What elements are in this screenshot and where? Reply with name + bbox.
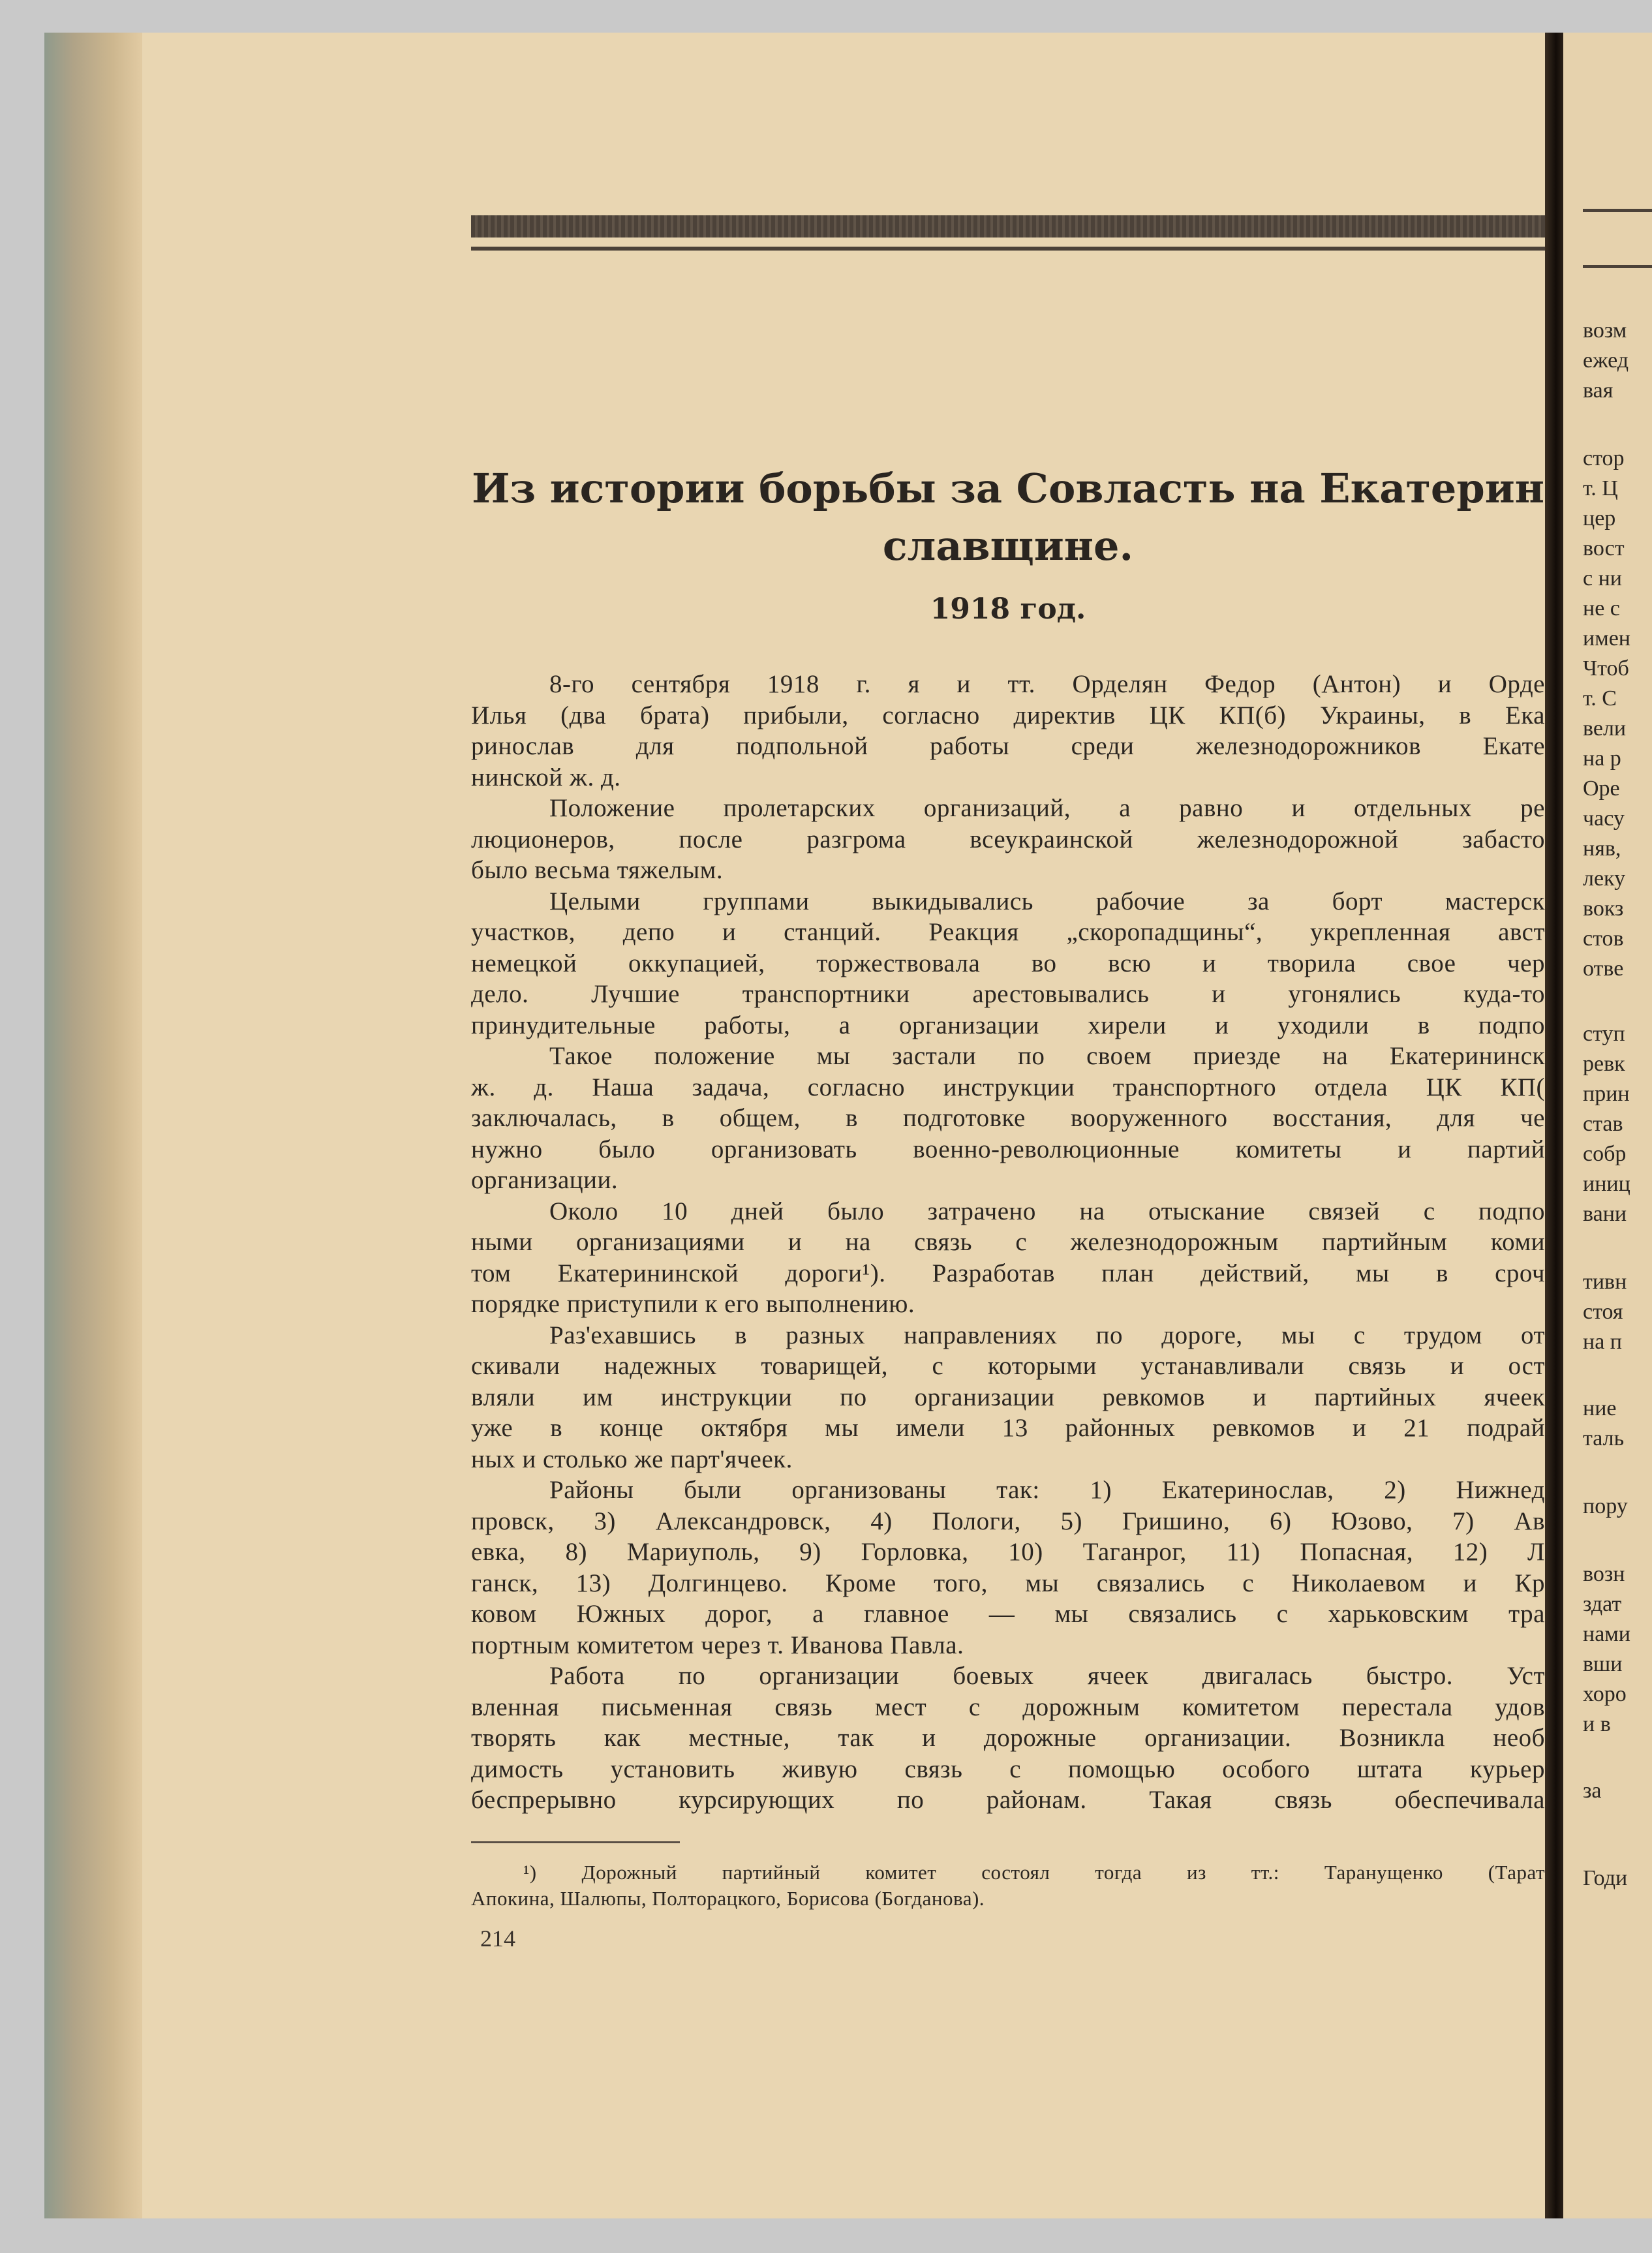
- right-page-line-fragment: имен: [1583, 626, 1630, 651]
- right-page-line-fragment: вели: [1583, 716, 1627, 741]
- body-text-line: Целыми группами выкидывались рабочие за борт мастерск: [549, 887, 1545, 915]
- body-text-line: 8-го сентября 1918 г. я и тт. Орделян Федор (Антон) и Орде: [549, 670, 1545, 698]
- body-text-line: ных и столько же парт'ячеек.: [471, 1445, 793, 1473]
- body-text-line: заключалась, в общем, в подготовке вооруженного восстания, для че: [471, 1104, 1545, 1132]
- right-page-line-fragment: пору: [1583, 1494, 1628, 1518]
- body-text-line: было весьма тяжелым.: [471, 856, 724, 884]
- body-text-line: димость установить живую связь с помощью особого штата курьер: [471, 1755, 1545, 1783]
- article-title: [471, 460, 1545, 575]
- right-page-line-fragment: вокз: [1583, 897, 1624, 921]
- right-page-line-fragment: стов: [1583, 927, 1624, 951]
- right-page-line-fragment: ревк: [1583, 1052, 1625, 1076]
- body-text-line: Районы были организованы так: 1) Екатеринослав, 2) Нижнед: [549, 1476, 1545, 1504]
- body-text-line: ринослав для подпольной работы среди железнодорожников Екате: [471, 732, 1545, 760]
- right-page-line-fragment: возм: [1583, 318, 1627, 343]
- right-page-line-fragment: ступ: [1583, 1022, 1625, 1046]
- article-title-line-1: Из истории борьбы за Совласть на Екатерин: [471, 465, 1545, 512]
- body-text-line: провск, 3) Александровск, 4) Пологи, 5) Гришино, 6) Юзово, 7) Ав: [471, 1507, 1545, 1535]
- right-page-line-fragment: няв,: [1583, 836, 1621, 861]
- footnote-line: Апокина, Шалюпы, Полторацкого, Борисова (Богданова).: [471, 1887, 985, 1910]
- right-page-line-fragment: т. С: [1583, 686, 1617, 711]
- body-text-line: вляли им инструкции по организации ревкомов и партийных ячеек: [471, 1383, 1545, 1411]
- right-page-line-fragment: ние: [1583, 1396, 1617, 1420]
- body-text-line: евка, 8) Мариуполь, 9) Горловка, 10) Таганрог, 11) Попасная, 12) Л: [471, 1538, 1545, 1566]
- body-text-line: ными организациями и на связь с железнодорожным партийным коми: [471, 1228, 1545, 1256]
- right-page-line-fragment: возн: [1583, 1562, 1625, 1586]
- footnote-rule: [471, 1841, 680, 1843]
- body-text-line: люционеров, после разгрома всеукраинской железнодорожной забасто: [471, 825, 1545, 853]
- body-text-line: уже в конце октября мы имели 13 районных ревкомов и 21 подрай: [471, 1414, 1545, 1442]
- body-text-line: участков, депо и станций. Реакция „скоропадщины“, укрепленная авст: [471, 918, 1545, 946]
- footnote-line: ¹) Дорожный партийный комитет состоял тогда из тт.: Таранущенко (Тарат: [523, 1861, 1545, 1884]
- body-text-line: ганск, 13) Долгинцево. Кроме того, мы связались с Николаевом и Кр: [471, 1569, 1545, 1597]
- body-text-line: нужно было организовать военно-революционные комитеты и партий: [471, 1135, 1545, 1163]
- header-rule-thick: [471, 215, 1545, 238]
- right-page-line-fragment: на п: [1583, 1330, 1622, 1354]
- body-text-line: Работа по организации боевых ячеек двигалась быстро. Уст: [549, 1662, 1545, 1690]
- body-text-line: принудительные работы, а организации хирели и уходили в подпо: [471, 1011, 1545, 1039]
- right-page-line-fragment: стор: [1583, 446, 1625, 470]
- right-page-line-fragment: вани: [1583, 1202, 1627, 1226]
- footnote: [471, 1860, 1545, 1912]
- body-text-line: Около 10 дней было затрачено на отыскание связей с подпо: [549, 1197, 1545, 1225]
- right-page-line-fragment: отве: [1583, 957, 1624, 981]
- scanned-book-spread: [44, 33, 1652, 2218]
- right-page-line-fragment: собр: [1583, 1142, 1627, 1166]
- body-text-line: вленная письменная связь мест с дорожным комитетом перестала удов: [471, 1693, 1545, 1721]
- right-page-rule-bottom: [1583, 265, 1652, 268]
- body-text-line: портным комитетом через т. Иванова Павла.: [471, 1631, 964, 1659]
- body-text-line: немецкой оккупацией, торжествовала во всю и творила свое чер: [471, 949, 1545, 977]
- article-subtitle-year: 1918 год.: [930, 592, 1086, 626]
- book-gutter-shadow: [1545, 33, 1563, 2218]
- body-text-line: Раз'ехавшись в разных направлениях по дороге, мы с трудом от: [549, 1321, 1545, 1349]
- right-page-line-fragment: прин: [1583, 1082, 1630, 1106]
- body-text-line: порядке приступили к его выполнению.: [471, 1290, 915, 1318]
- right-page-line-fragment: став: [1583, 1112, 1623, 1136]
- page-number: 214: [480, 1925, 515, 1952]
- body-text-line: ковом Южных дорог, а главное — мы связались с харьковским тра: [471, 1600, 1545, 1628]
- book-spine-edge: [44, 33, 142, 2218]
- right-page-line-fragment: здат: [1583, 1592, 1622, 1616]
- right-page-line-fragment: таль: [1583, 1426, 1625, 1450]
- right-page-line-fragment: не с: [1583, 596, 1620, 621]
- right-page-line-fragment: цер: [1583, 506, 1616, 530]
- right-page-line-fragment: Оре: [1583, 776, 1620, 801]
- right-page-line-fragment: на р: [1583, 746, 1621, 771]
- right-page-line-fragment: за: [1583, 1779, 1602, 1803]
- right-page-line-fragment: и в: [1583, 1712, 1611, 1736]
- right-page-line-fragment: т. Ц: [1583, 476, 1618, 500]
- right-page-line-fragment: вост: [1583, 536, 1625, 560]
- right-page-line-fragment: стоя: [1583, 1300, 1623, 1324]
- right-page-line-fragment: с ни: [1583, 566, 1622, 590]
- article-title-line-2: славщине.: [882, 522, 1134, 570]
- body-text-line: дело. Лучшие транспортники арестовывались и угонялись куда-то: [471, 980, 1545, 1008]
- body-text-line: творять как местные, так и дорожные организации. Возникла необ: [471, 1724, 1545, 1752]
- right-page-line-fragment: часу: [1583, 806, 1625, 831]
- right-page-line-fragment: хоро: [1583, 1682, 1627, 1706]
- body-text-line: Такое положение мы застали по своем приезде на Екатерининск: [549, 1042, 1545, 1070]
- right-page-fragment: [1563, 33, 1652, 2218]
- right-page-line-fragment: вши: [1583, 1652, 1623, 1676]
- body-text-line: организации.: [471, 1166, 619, 1194]
- body-text-line: беспрерывно курсирующих по районам. Такая связь обеспечивала: [471, 1786, 1545, 1814]
- body-text-line: нинской ж. д.: [471, 763, 621, 791]
- right-page-line-fragment: нами: [1583, 1622, 1630, 1646]
- right-page-line-fragment: Годи: [1583, 1866, 1628, 1890]
- right-page-rule-top: [1583, 209, 1652, 212]
- body-text-line: том Екатерининской дороги¹). Разработав план действий, мы в сроч: [471, 1259, 1545, 1287]
- right-page-line-fragment: леку: [1583, 866, 1626, 891]
- right-page-line-fragment: иниц: [1583, 1172, 1630, 1196]
- body-text-line: Положение пролетарских организаций, а равно и отдельных ре: [549, 794, 1545, 822]
- right-page-line-fragment: Чтоб: [1583, 656, 1629, 681]
- right-page-line-fragment: ежед: [1583, 348, 1629, 373]
- header-rule-thin: [471, 247, 1545, 251]
- right-page-line-fragment: вая: [1583, 378, 1614, 403]
- body-text-line: ж. д. Наша задача, согласно инструкции транспортного отдела ЦК КП(: [471, 1073, 1545, 1101]
- body-text-line: скивали надежных товарищей, с которыми устанавливали связь и ост: [471, 1352, 1545, 1380]
- article-body: [471, 669, 1545, 1816]
- body-text-line: Илья (два брата) прибыли, согласно директив ЦК КП(б) Украины, в Ека: [471, 701, 1545, 729]
- right-page-line-fragment: тивн: [1583, 1270, 1627, 1294]
